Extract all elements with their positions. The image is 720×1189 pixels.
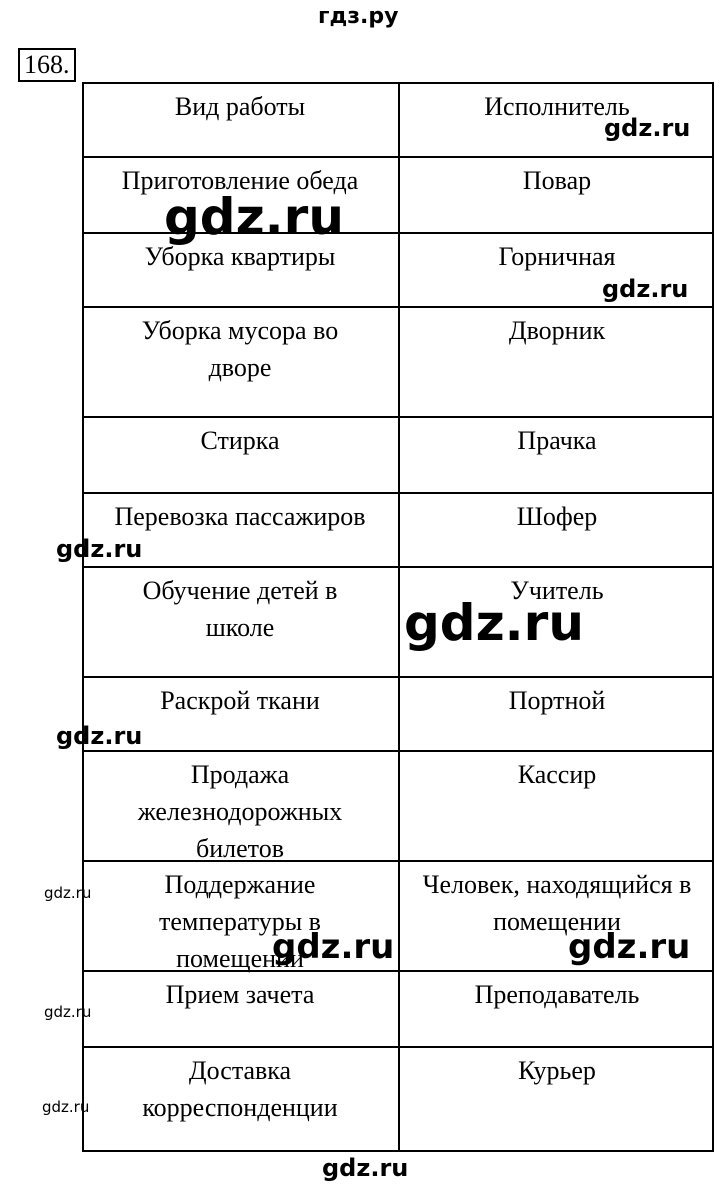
watermark: gdz.ru [272,927,395,967]
performer-cell: Курьер [518,1056,596,1085]
work-cell: Доставка корреспонденции [142,1056,338,1122]
task-number: 168. [18,48,76,82]
table-border-bottom [82,1150,714,1152]
watermark: gdz.ru [56,535,143,563]
work-cell: Продажа железнодорожных билетов [137,760,343,863]
work-cell: Уборка квартиры [144,242,336,271]
performer-cell: Дворник [508,316,606,345]
watermark: gdz.ru [568,927,691,967]
watermark: gdz.ru [322,1154,409,1182]
work-cell: Поддержание температуры в помещении [159,870,321,973]
performer-cell: Портной [508,686,606,715]
performer-cell: Шофер [516,502,598,531]
work-cell: Прием зачета [165,980,315,1009]
work-cell: Приготовление обеда [121,166,359,195]
performer-cell: Повар [522,166,592,195]
column-header-performer: Исполнитель [484,92,630,121]
watermark: gdz.ru [604,114,691,142]
watermark: gdz.ru [44,884,92,902]
watermark: gdz.ru [404,594,584,652]
watermark: gdz.ru [602,275,689,303]
performer-cell: Преподаватель [474,980,640,1009]
work-cell: Раскрой ткани [160,686,320,715]
work-cell: Перевозка пассажиров [114,502,366,531]
work-cell: Обучение детей в школе [142,576,338,642]
performer-cell: Учитель [510,576,604,605]
performer-cell: Кассир [517,760,597,789]
watermark: gdz.ru [56,722,143,750]
watermark: gdz.ru [42,1098,90,1116]
performer-cell: Прачка [517,426,597,455]
performer-cell: Человек, находящийся в помещении [422,870,692,936]
watermark: gdz.ru [44,1003,92,1021]
performer-cell: Горничная [498,242,616,271]
watermark: gdz.ru [164,188,344,246]
column-header-work: Вид работы [174,92,306,121]
work-cell: Стирка [200,426,280,455]
site-header: гдз.ру [318,4,399,29]
work-cell: Уборка мусора во дворе [141,316,339,382]
